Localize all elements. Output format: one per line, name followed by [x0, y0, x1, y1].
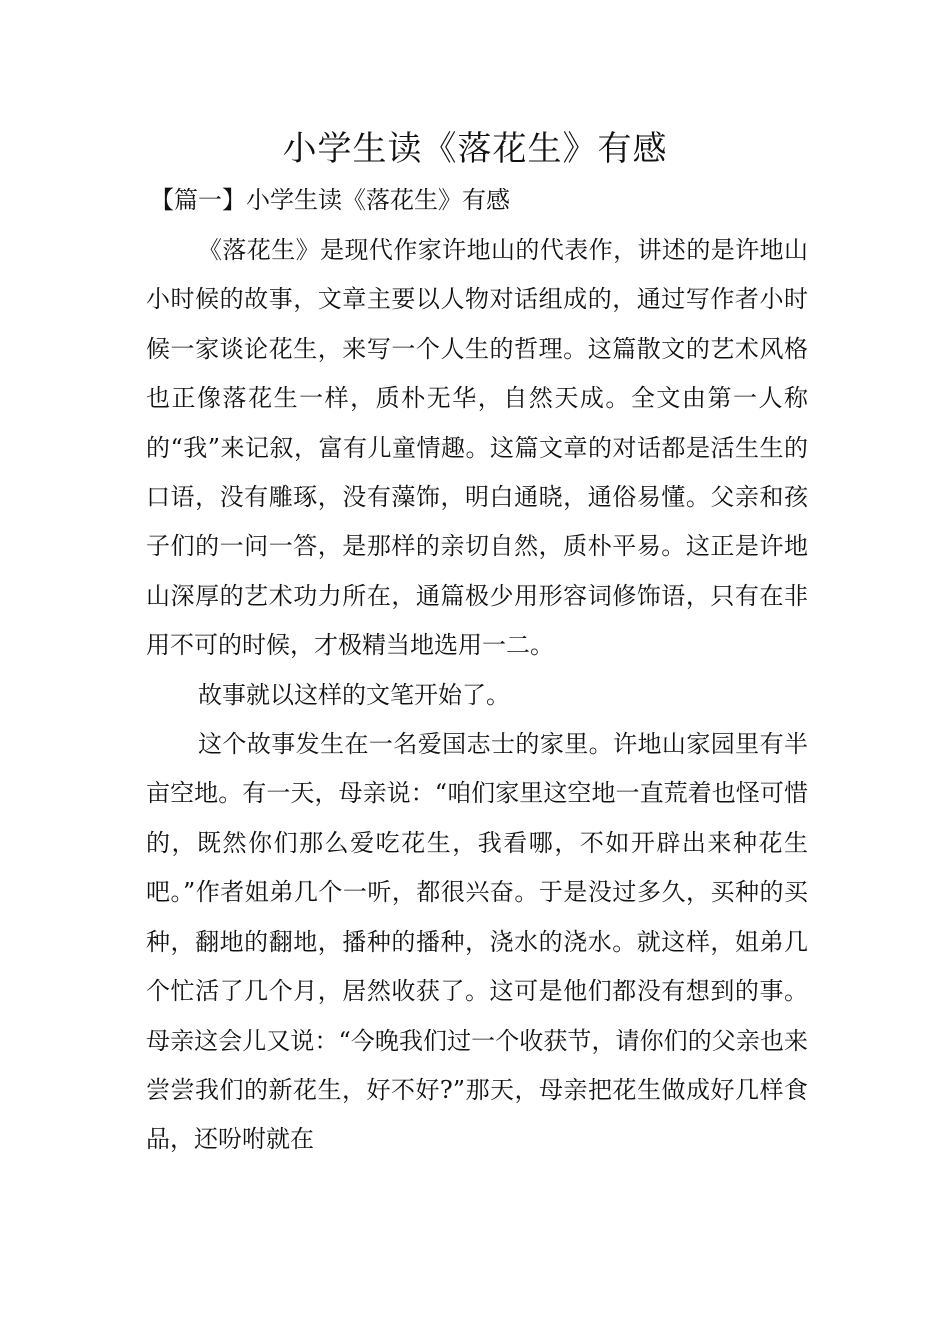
paragraph-story-start: 故事就以这样的文笔开始了。 — [198, 680, 510, 709]
document-body — [146, 226, 808, 1165]
section-heading: 【篇一】小学生读《落花生》有感 — [150, 186, 510, 214]
document-title: 小学生读《落花生》有感 — [282, 129, 668, 169]
paragraph-story: 这个故事发生在一名爱国志士的家里。许地山家园里有半亩空地。有一天，母亲说：“咱们家里这空地一直荒着也怪可惜的，既然你们那么爱吃花生，我看哪，不如开辟出来种花生吧。”作者姐弟几个一听，都很兴奋。于是没过多久，买种的买种，翻地的翻地，播种的播种，浇水的浇水。就这样，姐弟几个忙活了几个月，居然收获了。这可是他们都没有想到的事。母亲这会儿又说：“今晚我们过一个收获节，请你们的父亲也来尝尝我们的新花生，好不好?”那天，母亲把花生做成好几样食品，还吩咐就在 — [146, 730, 808, 1154]
paragraph-intro: 《落花生》是现代作家许地山的代表作，讲述的是许地山小时候的故事，文章主要以人物对话组成的，通过写作者小时候一家谈论花生，来写一个人生的哲理。这篇散文的艺术风格也正像落花生一样，质朴无华，自然天成。全文由第一人称的“我”来记叙，富有儿童情趣。这篇文章的对话都是活生生的口语，没有雕琢，没有藻饰，明白通晓，通俗易懂。父亲和孩子们的一问一答，是那样的亲切自然，质朴平易。这正是许地山深厚的艺术功力所在，通篇极少用形容词修饰语，只有在非用不可的时候，才极精当地选用一二。 — [146, 236, 808, 660]
